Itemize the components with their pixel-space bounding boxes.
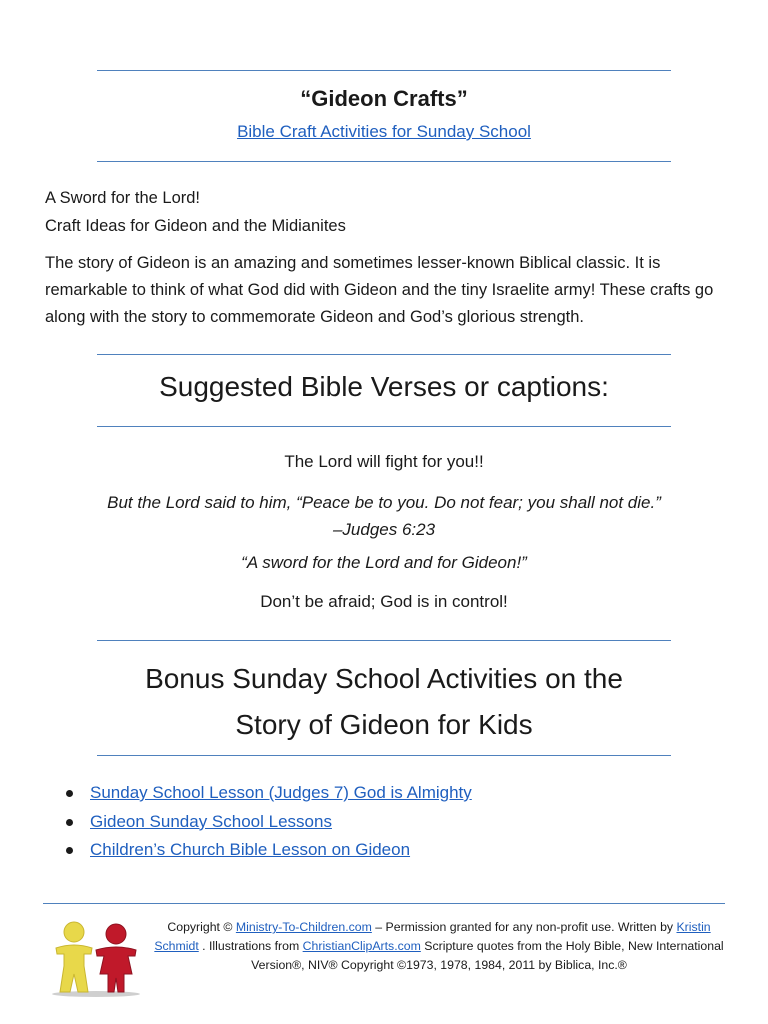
verses-top-rule <box>97 354 671 355</box>
children-figures-logo <box>44 918 144 998</box>
verse-1: The Lord will fight for you!! <box>284 452 484 471</box>
list-item <box>66 779 472 808</box>
bonus-bottom-rule <box>97 755 671 756</box>
page-title: “Gideon Crafts” <box>300 86 468 111</box>
verses-bottom-rule <box>97 426 671 427</box>
verse-2-reference: –Judges 6:23 <box>332 520 436 539</box>
lesson-link-judges-7[interactable]: Sunday School Lesson (Judges 7) God is Almighty <box>90 783 472 802</box>
intro-heading: A Sword for the Lord! <box>45 189 201 207</box>
list-item <box>66 808 472 837</box>
permission-text: – Permission granted for any non-profit use. Written by <box>375 920 674 934</box>
bonus-top-rule <box>97 640 671 641</box>
verses-heading: Suggested Bible Verses or captions: <box>159 371 609 402</box>
footer-copyright <box>152 918 726 975</box>
subtitle-link[interactable]: Bible Craft Activities for Sunday School <box>237 122 531 141</box>
bonus-heading <box>0 656 768 748</box>
intro-subheading: Craft Ideas for Gideon and the Midianites <box>45 217 346 235</box>
header-top-rule <box>97 70 671 71</box>
list-item <box>66 836 472 865</box>
lesson-link-gideon-lessons[interactable]: Gideon Sunday School Lessons <box>90 811 332 831</box>
bonus-link-list <box>66 779 472 865</box>
christian-clip-arts-link[interactable]: ChristianClipArts.com <box>302 939 421 953</box>
verse-2-quote: But the Lord said to him, “Peace be to you. Do not fear; you shall not die.” <box>107 493 661 512</box>
illustrations-text: . Illustrations from <box>202 939 300 953</box>
bonus-heading-line-2: Story of Gideon for Kids <box>235 709 533 740</box>
author-link[interactable]: Kristin Schmidt <box>154 920 711 953</box>
header-bottom-rule <box>97 161 671 162</box>
ministry-to-children-link[interactable]: Ministry-To-Children.com <box>235 920 372 934</box>
copyright-prefix: Copyright © <box>167 920 233 934</box>
lesson-link-childrens-church[interactable]: Children’s Church Bible Lesson on Gideon <box>90 840 411 859</box>
verse-3: “A sword for the Lord and for Gideon!” <box>241 553 527 572</box>
scripture-text: Scripture quotes from the Holy Bible, New International Version®, NIV® Copyright ©1973, 1978, 1984, 2011 by Biblica, Inc.® <box>251 939 724 972</box>
story-paragraph: The story of Gideon is an amazing and sometimes lesser-known Biblical classic. It is remarkable to think of what God did with Gideon and the tiny Israelite army! These crafts go along with the story to commemorate Gideon and God’s glorious strength. <box>45 254 714 326</box>
bonus-heading-line-1: Bonus Sunday School Activities on the <box>145 663 623 694</box>
footer-rule <box>43 903 725 904</box>
verse-4: Don’t be afraid; God is in control! <box>260 592 508 611</box>
subtitle-block <box>0 122 768 142</box>
verse-2 <box>0 489 768 543</box>
